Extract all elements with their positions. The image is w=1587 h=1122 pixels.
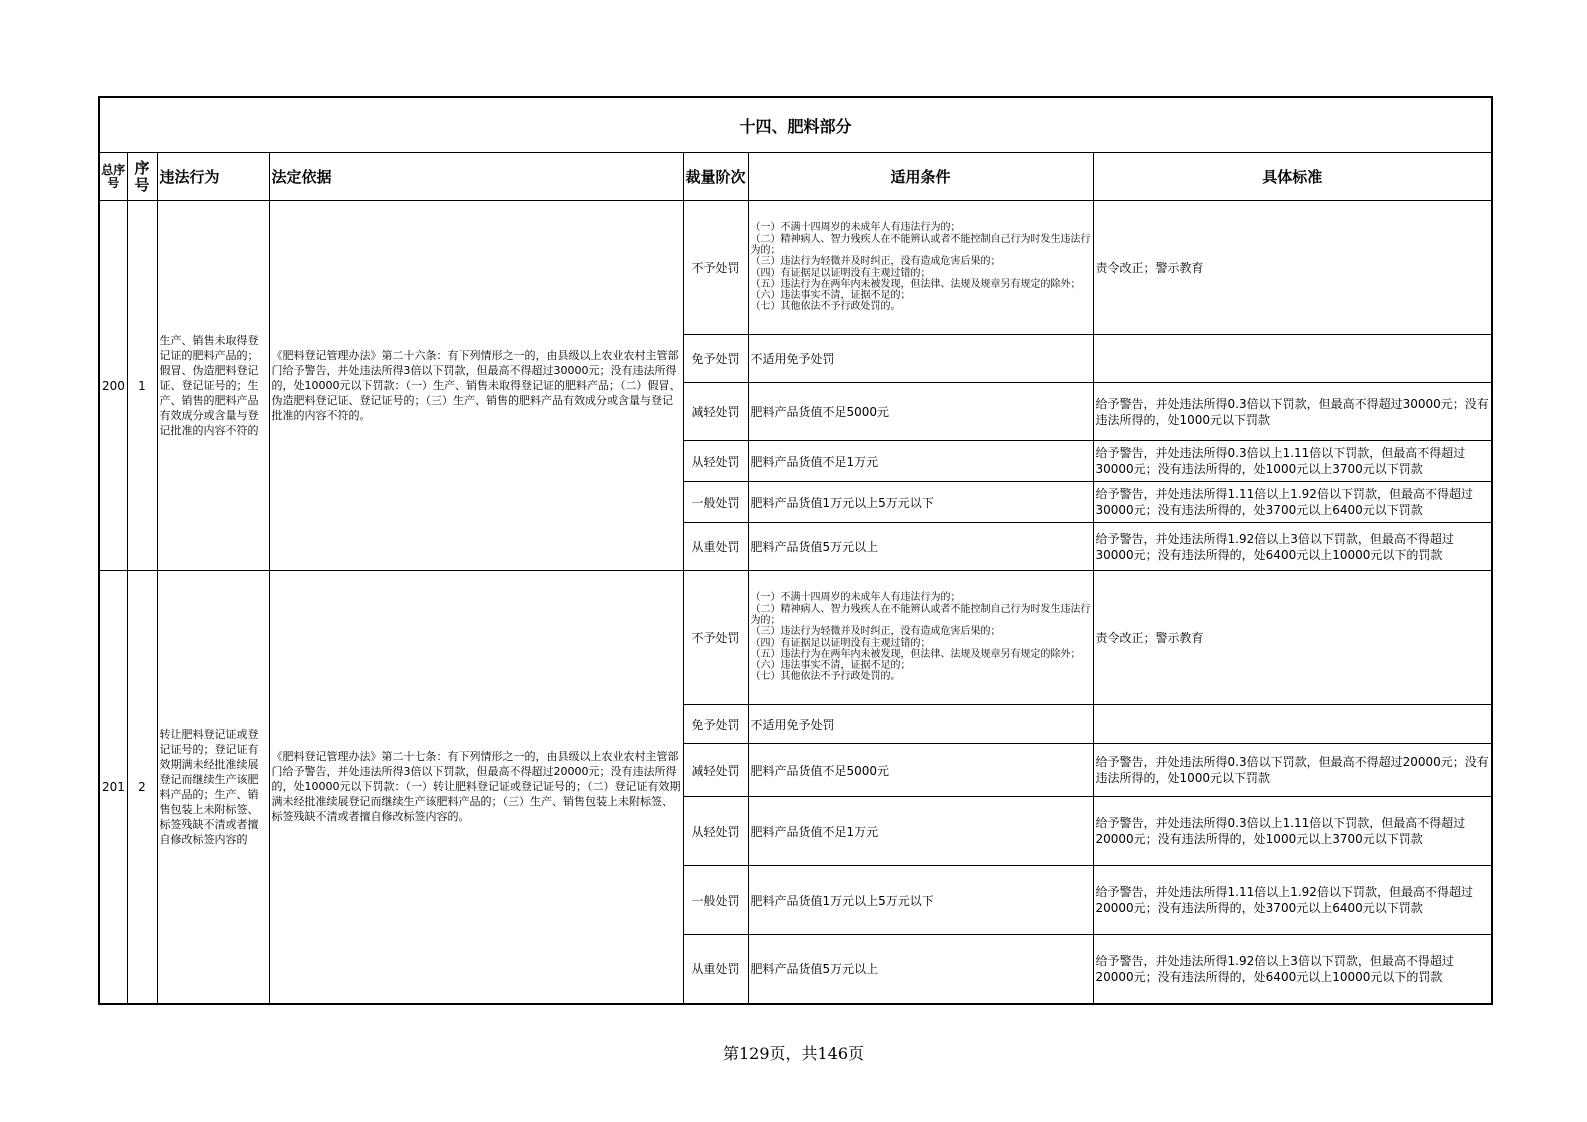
condition-cell: 不适用免予处罚 bbox=[748, 335, 1093, 383]
level-cell: 一般处罚 bbox=[683, 866, 748, 935]
header-seq-no: 序号 bbox=[127, 153, 157, 201]
penalty-table bbox=[98, 96, 1493, 1005]
condition-cell: 不适用免予处罚 bbox=[748, 705, 1093, 744]
condition-cell: 肥料产品货值不足5000元 bbox=[748, 383, 1093, 441]
condition-cell: 肥料产品货值不足5000元 bbox=[748, 744, 1093, 797]
level-cell: 不予处罚 bbox=[683, 571, 748, 705]
standard-cell: 给予警告，并处违法所得0.3倍以上1.11倍以下罚款，但最高不得超过30000元；没有违法所得的，处1000元以上3700元以下罚款 bbox=[1093, 441, 1492, 482]
condition-cell: 肥料产品货值5万元以上 bbox=[748, 935, 1093, 1004]
header-level: 裁量阶次 bbox=[683, 153, 748, 201]
header-row bbox=[99, 153, 1492, 201]
condition-cell: （一）不满十四周岁的未成年人有违法行为的； （二）精神病人、智力残疾人在不能辨认或者不能控制自己行为时发生违法行为的； （三）违法行为轻微并及时纠正，没有造成危害后果的； （四）有证据足以证明没有主观过错的； （五）违法行为在两年内未被发现，但法律、法规及规章另有规定的除外； （六）违法事实不清，证据不足的； （七）其他依法不予行政处罚的。 bbox=[748, 571, 1093, 705]
standard-cell: 给予警告，并处违法所得0.3倍以下罚款，但最高不得超过30000元；没有违法所得的，处1000元以下罚款 bbox=[1093, 383, 1492, 441]
header-condition: 适用条件 bbox=[748, 153, 1093, 201]
level-cell: 不予处罚 bbox=[683, 201, 748, 335]
standard-cell: 给予警告，并处违法所得0.3倍以下罚款，但最高不得超过20000元；没有违法所得的，处1000元以下罚款 bbox=[1093, 744, 1492, 797]
table-row bbox=[99, 571, 1492, 705]
level-cell: 一般处罚 bbox=[683, 482, 748, 523]
total-no: 201 bbox=[99, 571, 127, 1004]
standard-cell: 给予警告，并处违法所得0.3倍以上1.11倍以下罚款，但最高不得超过20000元；没有违法所得的，处1000元以上3700元以下罚款 bbox=[1093, 797, 1492, 866]
condition-cell: 肥料产品货值1万元以上5万元以下 bbox=[748, 482, 1093, 523]
level-cell: 免予处罚 bbox=[683, 705, 748, 744]
table-row bbox=[99, 201, 1492, 335]
level-cell: 从轻处罚 bbox=[683, 441, 748, 482]
seq-no: 2 bbox=[127, 571, 157, 1004]
standard-cell bbox=[1093, 335, 1492, 383]
level-cell: 免予处罚 bbox=[683, 335, 748, 383]
standard-cell: 给予警告，并处违法所得1.11倍以上1.92倍以下罚款，但最高不得超过20000元；没有违法所得的，处3700元以上6400元以下罚款 bbox=[1093, 866, 1492, 935]
level-cell: 减轻处罚 bbox=[683, 383, 748, 441]
condition-cell: 肥料产品货值不足1万元 bbox=[748, 797, 1093, 866]
standard-cell: 责令改正；警示教育 bbox=[1093, 571, 1492, 705]
legal-basis-text: 《肥料登记管理办法》第二十六条：有下列情形之一的，由县级以上农业农村主管部门给予警告，并处违法所得3倍以下罚款，但最高不得超过30000元；没有违法所得的，处10000元以下罚款：（一）生产、销售未取得登记证的肥料产品；（二）假冒、伪造肥料登记证、登记证号的；（三）生产、销售的肥料产品有效成分或含量与登记批准的内容不符的。 bbox=[269, 201, 683, 571]
violation-text: 生产、销售未取得登记证的肥料产品的；假冒、伪造肥料登记证、登记证号的；生产、销售的肥料产品有效成分或含量与登记批准的内容不符的 bbox=[157, 201, 269, 571]
violation-text: 转让肥料登记证或登记证号的；登记证有效期满未经批准续展登记而继续生产该肥料产品的；生产、销售包装上未附标签、标签残缺不清或者擅自修改标签内容的 bbox=[157, 571, 269, 1004]
level-cell: 从重处罚 bbox=[683, 523, 748, 571]
level-cell: 减轻处罚 bbox=[683, 744, 748, 797]
header-total-no: 总序号 bbox=[99, 153, 127, 201]
level-cell: 从重处罚 bbox=[683, 935, 748, 1004]
condition-cell: 肥料产品货值不足1万元 bbox=[748, 441, 1093, 482]
standard-cell: 给予警告，并处违法所得1.92倍以上3倍以下罚款，但最高不得超过20000元；没有违法所得的，处6400元以上10000元以下的罚款 bbox=[1093, 935, 1492, 1004]
standard-cell: 给予警告，并处违法所得1.11倍以上1.92倍以下罚款，但最高不得超过30000元；没有违法所得的，处3700元以上6400元以下罚款 bbox=[1093, 482, 1492, 523]
condition-cell: 肥料产品货值5万元以上 bbox=[748, 523, 1093, 571]
total-no: 200 bbox=[99, 201, 127, 571]
standard-cell bbox=[1093, 705, 1492, 744]
level-cell: 从轻处罚 bbox=[683, 797, 748, 866]
header-violation: 违法行为 bbox=[157, 153, 269, 201]
condition-cell: 肥料产品货值1万元以上5万元以下 bbox=[748, 866, 1093, 935]
header-legal-basis: 法定依据 bbox=[269, 153, 683, 201]
legal-basis-text: 《肥料登记管理办法》第二十七条：有下列情形之一的，由县级以上农业农村主管部门给予警告，并处违法所得3倍以下罚款，但最高不得超过20000元；没有违法所得的，处10000元以下罚款：（一）转让肥料登记证或登记证号的；（二）登记证有效期满未经批准续展登记而继续生产该肥料产品的；（三）生产、销售包装上未附标签、标签残缺不清或者擅自修改标签内容的。 bbox=[269, 571, 683, 1004]
standard-cell: 给予警告，并处违法所得1.92倍以上3倍以下罚款，但最高不得超过30000元；没有违法所得的，处6400元以上10000元以下的罚款 bbox=[1093, 523, 1492, 571]
section-title: 十四、肥料部分 bbox=[99, 97, 1492, 153]
header-standard: 具体标准 bbox=[1093, 153, 1492, 201]
page-footer: 第129页，共146页 bbox=[722, 1044, 865, 1063]
condition-cell: （一）不满十四周岁的未成年人有违法行为的； （二）精神病人、智力残疾人在不能辨认或者不能控制自己行为时发生违法行为的； （三）违法行为轻微并及时纠正，没有造成危害后果的； （四）有证据足以证明没有主观过错的； （五）违法行为在两年内未被发现，但法律、法规及规章另有规定的除外； （六）违法事实不清，证据不足的； （七）其他依法不予行政处罚的。 bbox=[748, 201, 1093, 335]
standard-cell: 责令改正；警示教育 bbox=[1093, 201, 1492, 335]
seq-no: 1 bbox=[127, 201, 157, 571]
